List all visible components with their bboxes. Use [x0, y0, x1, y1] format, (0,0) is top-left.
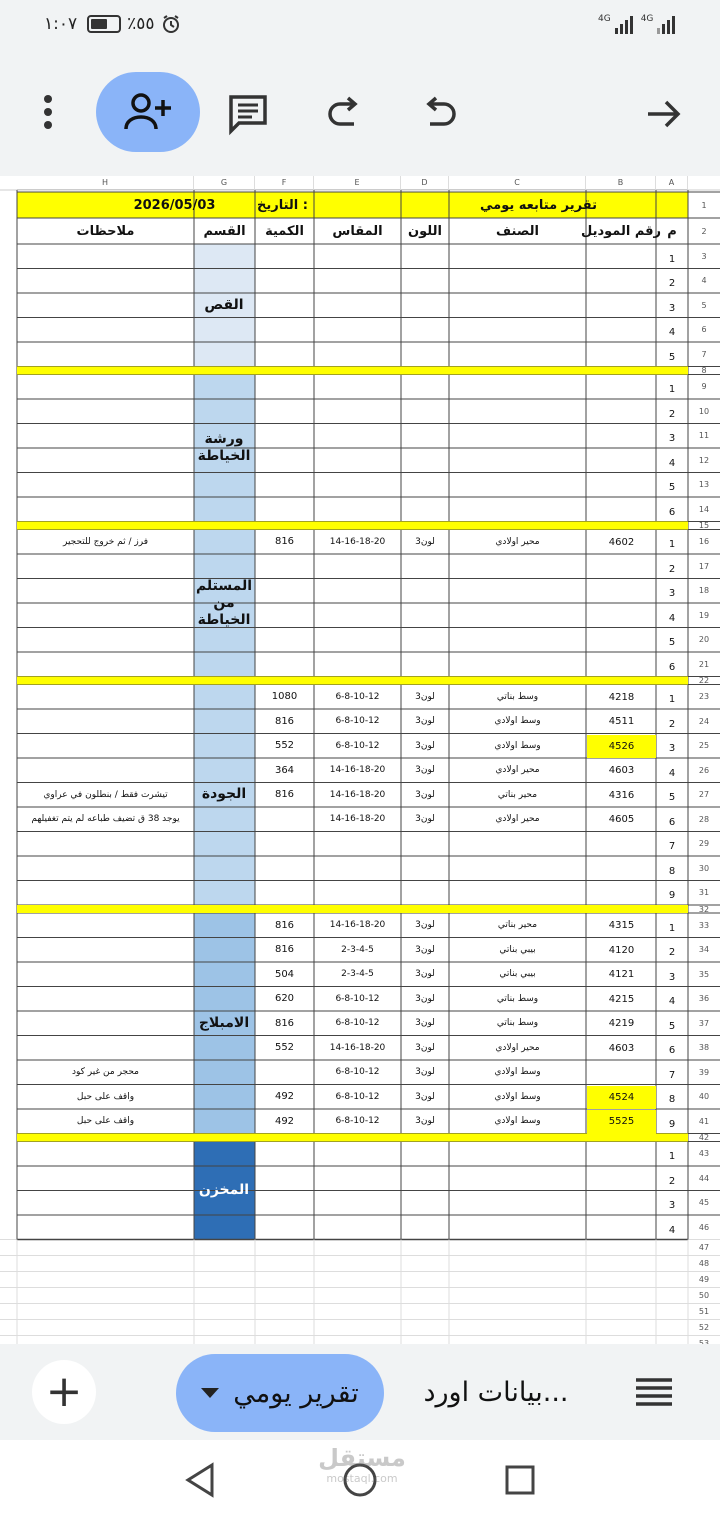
section-separator — [17, 677, 688, 685]
watermark — [314, 1444, 410, 1490]
cell-category[interactable]: وسط اولادي — [494, 716, 541, 727]
row-number[interactable]: 9 — [701, 382, 707, 392]
row-number[interactable]: 24 — [698, 716, 710, 726]
cell-sizes[interactable]: 14-16-18-20 — [329, 814, 386, 825]
cell-sizes[interactable]: 6-8-10-12 — [335, 716, 380, 727]
watermark-subtext: mostaql.com — [326, 1472, 398, 1485]
cell-m[interactable]: 5 — [668, 482, 676, 494]
column-header-a[interactable]: A — [656, 176, 688, 190]
redo-icon — [324, 96, 364, 132]
cell-m[interactable]: 4 — [668, 457, 676, 469]
cell-m[interactable]: 5 — [668, 351, 676, 363]
row-number[interactable]: 31 — [698, 888, 710, 898]
column-header-h[interactable]: H — [17, 176, 194, 190]
cell-category[interactable]: وسط اولادي — [494, 1116, 541, 1127]
cell-model[interactable]: 4605 — [608, 814, 635, 826]
row-number[interactable]: 47 — [698, 1243, 710, 1252]
cell-category[interactable]: وسط اولادي — [494, 740, 541, 751]
header-category[interactable]: الصنف — [496, 223, 539, 239]
header-color[interactable]: اللون — [408, 223, 442, 239]
row-number[interactable]: 23 — [698, 692, 710, 702]
sheet-tabs-bar — [0, 1344, 720, 1440]
cell-m[interactable]: 6 — [668, 506, 676, 518]
toolbar — [0, 52, 720, 176]
spreadsheet-grid[interactable] — [0, 176, 720, 1344]
row-number[interactable]: 43 — [698, 1149, 710, 1159]
cell-m[interactable]: 6 — [668, 661, 676, 673]
section-separator — [17, 905, 688, 913]
cell-category[interactable]: محير اولادي — [495, 814, 540, 825]
cell-m[interactable]: 3 — [668, 743, 676, 755]
cell-m[interactable]: 3 — [668, 1200, 676, 1212]
row-number[interactable]: 50 — [698, 1291, 710, 1300]
cell-category[interactable]: محير بناتي — [497, 920, 538, 931]
row-number[interactable]: 21 — [698, 659, 710, 669]
sheets-menu-button[interactable] — [632, 1372, 676, 1412]
row-number[interactable]: 36 — [698, 994, 710, 1004]
cell-category[interactable]: محير بناتي — [497, 789, 538, 800]
forward-arrow-icon — [644, 96, 684, 132]
dept-cell[interactable]: القص — [204, 296, 244, 313]
cell-color[interactable]: 3لون — [415, 993, 435, 1004]
header-sizes[interactable]: المقاس — [332, 223, 383, 239]
cell-sizes[interactable]: 14-16-18-20 — [329, 765, 386, 776]
cell-sizes[interactable]: 14-16-18-20 — [329, 1042, 386, 1053]
row-number[interactable]: 45 — [698, 1198, 710, 1208]
cell-model[interactable]: 4219 — [608, 1018, 635, 1030]
cell-model[interactable]: 4603 — [608, 1042, 635, 1054]
dropdown-triangle-icon — [201, 1388, 219, 1398]
row-number[interactable]: 11 — [698, 431, 710, 441]
cell-qty[interactable]: 504 — [274, 968, 295, 980]
cell-m[interactable]: 7 — [668, 1069, 676, 1081]
row-number[interactable]: 30 — [698, 863, 710, 873]
row-number[interactable]: 29 — [698, 839, 710, 849]
cell-m[interactable]: 5 — [668, 637, 676, 649]
cell-sizes[interactable]: 6-8-10-12 — [335, 1018, 380, 1029]
row-number[interactable]: 33 — [698, 920, 710, 930]
cell-model[interactable]: 4215 — [608, 993, 635, 1005]
cell-m[interactable]: 2 — [668, 563, 676, 575]
add-sheet-button[interactable] — [32, 1360, 96, 1424]
cell-notes[interactable]: واقف على حبل — [76, 1116, 135, 1127]
cell-category[interactable]: محير اولادي — [495, 765, 540, 776]
cell-color[interactable]: 3لون — [415, 920, 435, 931]
cell-m[interactable]: 9 — [668, 1118, 676, 1130]
comment-icon — [226, 92, 270, 136]
row-number[interactable]: 3 — [701, 251, 707, 261]
cell-model[interactable]: 4511 — [608, 716, 635, 728]
column-header-d[interactable]: D — [401, 176, 449, 190]
row-number[interactable]: 8 — [701, 366, 707, 375]
row-number[interactable]: 18 — [698, 586, 710, 596]
cell-m[interactable]: 2 — [668, 1175, 676, 1187]
row-number[interactable]: 20 — [698, 635, 710, 645]
cell-m[interactable]: 1 — [668, 539, 676, 551]
undo-button[interactable] — [418, 92, 462, 136]
cell-sizes[interactable]: 6-8-10-12 — [335, 1067, 380, 1078]
cell-m[interactable]: 8 — [668, 865, 676, 877]
tab-daily-report-label: تقرير يومي — [233, 1377, 359, 1409]
battery-icon — [87, 15, 121, 33]
cell-m[interactable]: 4 — [668, 327, 676, 339]
dept-cell[interactable]: المخزن — [198, 1182, 250, 1198]
row-number[interactable]: 42 — [698, 1133, 710, 1142]
row-number[interactable]: 6 — [701, 325, 707, 335]
cell-m[interactable]: 4 — [668, 1224, 676, 1236]
row-number[interactable]: 10 — [698, 406, 710, 416]
cell-sizes[interactable]: 2-3-4-5 — [341, 944, 374, 955]
row-number[interactable]: 44 — [698, 1173, 710, 1183]
cell-model[interactable]: 4316 — [608, 789, 635, 801]
cell-sizes[interactable]: 6-8-10-12 — [335, 1091, 380, 1102]
cell-category[interactable]: محير اولادي — [495, 536, 540, 547]
cell-color[interactable]: 3لون — [415, 716, 435, 727]
column-header-g[interactable]: G — [194, 176, 255, 190]
signal-icon-2 — [657, 14, 679, 34]
cell-sizes[interactable]: 6-8-10-12 — [335, 1116, 380, 1127]
cell-category[interactable]: وسط اولادي — [494, 1067, 541, 1078]
dept-cell[interactable]: ورشة الخياطة — [197, 431, 251, 464]
cell-m[interactable]: 5 — [668, 792, 676, 804]
row-number[interactable]: 15 — [698, 521, 710, 530]
row-number[interactable]: 38 — [698, 1043, 710, 1053]
cell-m[interactable]: 3 — [668, 433, 676, 445]
row-number[interactable]: 25 — [698, 741, 710, 751]
cell-notes[interactable]: يوجد 38 ق تضيف طباعه لم يتم تغفيلهم — [31, 814, 180, 825]
cell-qty[interactable]: 364 — [274, 764, 295, 776]
cell-color[interactable]: 3لون — [415, 740, 435, 751]
more-icon — [43, 94, 53, 130]
cell-m[interactable]: 4 — [668, 767, 676, 779]
cell-m[interactable]: 1 — [668, 1151, 676, 1163]
cell-qty[interactable]: 552 — [274, 740, 295, 752]
cell-m[interactable]: 1 — [668, 694, 676, 706]
row-number[interactable]: 34 — [698, 945, 710, 955]
plus-icon: + — [45, 1366, 83, 1417]
cell-m[interactable]: 9 — [668, 890, 676, 902]
header-qty[interactable]: الكمية — [265, 223, 304, 239]
comment-button[interactable] — [224, 92, 272, 136]
cell-sizes[interactable]: 2-3-4-5 — [341, 969, 374, 980]
row-number[interactable]: 48 — [698, 1259, 710, 1268]
status-right — [598, 14, 679, 34]
recents-nav-button[interactable] — [500, 1458, 540, 1502]
cell-color[interactable]: 3لون — [415, 765, 435, 776]
cell-model[interactable]: 4602 — [608, 536, 635, 548]
row-number[interactable]: 51 — [698, 1307, 710, 1316]
cell-qty[interactable]: 1080 — [271, 691, 298, 703]
cell-m[interactable]: 5 — [668, 1020, 676, 1032]
cell-category[interactable]: بيبي بناتي — [499, 944, 536, 955]
date-value[interactable]: 2026/05/03 — [133, 197, 216, 213]
battery-percent: ٪٥٥ — [127, 14, 155, 34]
cell-model[interactable]: 4603 — [608, 765, 635, 777]
cell-m[interactable]: 1 — [668, 253, 676, 265]
cell-m[interactable]: 3 — [668, 588, 676, 600]
network-label-2: 4G — [640, 14, 654, 24]
cell-model[interactable]: 4526 — [587, 735, 656, 759]
cell-m[interactable]: 4 — [668, 996, 676, 1008]
row-number[interactable]: 12 — [698, 455, 710, 465]
row-number[interactable]: 7 — [701, 349, 707, 359]
cell-model[interactable]: 4121 — [608, 969, 635, 981]
cell-m[interactable]: 6 — [668, 1045, 676, 1057]
cell-category[interactable]: وسط بناتي — [496, 1018, 539, 1029]
column-header-f[interactable]: F — [255, 176, 314, 190]
row-number[interactable]: 32 — [698, 904, 710, 914]
network-label-1: 4G — [598, 14, 611, 24]
section-separator — [17, 1134, 688, 1142]
cell-category[interactable]: وسط بناتي — [496, 691, 539, 702]
cell-qty[interactable]: 816 — [274, 1017, 295, 1029]
row-number[interactable]: 14 — [698, 504, 710, 514]
tab-order-data-label: بيانات اورد... — [423, 1376, 569, 1408]
cell-category[interactable]: وسط اولادي — [494, 1091, 541, 1102]
cell-color[interactable]: 3لون — [415, 1067, 435, 1078]
row-number[interactable]: 46 — [698, 1222, 710, 1232]
tab-daily-report[interactable] — [176, 1354, 384, 1432]
cell-color[interactable]: 3لون — [415, 1116, 435, 1127]
column-header-b[interactable]: B — [586, 176, 656, 190]
row-number[interactable]: 13 — [698, 480, 710, 490]
cell-m[interactable]: 8 — [668, 1094, 676, 1106]
row-number[interactable]: 40 — [698, 1092, 710, 1102]
cell-sizes[interactable]: 14-16-18-20 — [329, 536, 386, 547]
cell-category[interactable]: بيبي بناتي — [499, 969, 536, 980]
cell-m[interactable]: 3 — [668, 302, 676, 314]
back-nav-button[interactable] — [180, 1456, 220, 1504]
cell-color[interactable]: 3لون — [415, 1091, 435, 1102]
row-number[interactable]: 2 — [701, 226, 707, 236]
cell-color[interactable]: 3لون — [415, 944, 435, 955]
row-number[interactable]: 17 — [698, 561, 710, 571]
header-notes[interactable]: ملاحظات — [76, 223, 135, 239]
alarm-icon — [161, 14, 181, 34]
section-separator — [17, 522, 688, 530]
dept-cell[interactable]: الامبلاج — [198, 1014, 250, 1031]
cell-sizes[interactable]: 14-16-18-20 — [329, 920, 386, 931]
forward-button[interactable] — [640, 92, 688, 136]
cell-notes[interactable]: تيشرت فقط / بنطلون في عراوي — [43, 789, 168, 800]
cell-notes[interactable]: محجر من غير كود — [72, 1067, 139, 1078]
cell-category[interactable]: وسط بناتي — [496, 993, 539, 1004]
add-person-icon — [123, 92, 173, 132]
row-number[interactable]: 1 — [701, 200, 707, 210]
cell-m[interactable]: 1 — [668, 384, 676, 396]
cell-model[interactable]: 4120 — [608, 944, 635, 956]
column-header-e[interactable]: E — [314, 176, 401, 190]
cell-qty[interactable]: 620 — [274, 993, 295, 1005]
header-m[interactable]: م — [667, 223, 677, 239]
dept-cell[interactable]: المستلم من الخياطة — [195, 577, 253, 628]
cell-qty[interactable]: 816 — [274, 944, 295, 956]
recents-square-icon — [505, 1465, 535, 1495]
cell-color[interactable]: 3لون — [415, 1042, 435, 1053]
row-number[interactable]: 26 — [698, 765, 710, 775]
row-number[interactable]: 27 — [698, 790, 710, 800]
date-label[interactable]: التاريخ : — [257, 197, 308, 213]
system-nav-bar — [0, 1440, 720, 1520]
row-number[interactable]: 28 — [698, 814, 710, 824]
cell-notes[interactable]: واقف على حبل — [76, 1091, 135, 1102]
row-number[interactable]: 19 — [698, 610, 710, 620]
cell-m[interactable]: 4 — [668, 612, 676, 624]
cell-m[interactable]: 7 — [668, 841, 676, 853]
cell-category[interactable]: محير اولادي — [495, 1042, 540, 1053]
cell-m[interactable]: 6 — [668, 816, 676, 828]
row-number[interactable]: 52 — [698, 1323, 710, 1332]
cell-sizes[interactable]: 6-8-10-12 — [335, 740, 380, 751]
row-number[interactable]: 41 — [698, 1116, 710, 1126]
cell-m[interactable]: 2 — [668, 278, 676, 290]
row-number[interactable]: 5 — [701, 300, 707, 310]
cell-qty[interactable]: 492 — [274, 1091, 295, 1103]
list-menu-icon — [634, 1376, 674, 1408]
cell-model[interactable]: 4315 — [608, 920, 635, 932]
row-number[interactable]: 37 — [698, 1018, 710, 1028]
cell-m[interactable]: 2 — [668, 947, 676, 959]
watermark-text: مستقل — [318, 1444, 406, 1472]
cell-notes[interactable]: فرز / ثم خروج للتحجير — [62, 536, 148, 547]
cell-qty[interactable]: 816 — [274, 789, 295, 801]
row-number[interactable]: 49 — [698, 1275, 710, 1284]
cell-color[interactable]: 3لون — [415, 814, 435, 825]
row-number[interactable]: 22 — [698, 676, 710, 685]
cell-m[interactable]: 2 — [668, 718, 676, 730]
cell-qty[interactable]: 492 — [274, 1115, 295, 1127]
cell-qty[interactable]: 816 — [274, 536, 295, 548]
cell-qty[interactable]: 816 — [274, 715, 295, 727]
status-left — [44, 14, 181, 34]
cell-m[interactable]: 3 — [668, 971, 676, 983]
cell-model[interactable]: 4218 — [608, 691, 635, 703]
header-dept[interactable]: القسم — [203, 223, 246, 239]
header-model[interactable]: رقم الموديل — [580, 223, 662, 239]
back-triangle-icon — [184, 1462, 216, 1498]
status-bar — [0, 0, 720, 52]
cell-sizes[interactable]: 6-8-10-12 — [335, 993, 380, 1004]
cell-color[interactable]: 3لون — [415, 536, 435, 547]
cell-sizes[interactable]: 6-8-10-12 — [335, 691, 380, 702]
cell-qty[interactable]: 816 — [274, 919, 295, 931]
row-number[interactable]: 39 — [698, 1067, 710, 1077]
cell-color[interactable]: 3لون — [415, 789, 435, 800]
dept-cell[interactable]: الجودة — [201, 786, 247, 803]
cell-color[interactable]: 3لون — [415, 1018, 435, 1029]
row-number[interactable]: 35 — [698, 969, 710, 979]
clock: ١:٠٧ — [44, 14, 78, 34]
cell-color[interactable]: 3لون — [415, 969, 435, 980]
cell-m[interactable]: 2 — [668, 408, 676, 420]
cell-qty[interactable]: 552 — [274, 1042, 295, 1054]
tab-order-data[interactable] — [406, 1370, 586, 1414]
report-title[interactable]: تقرير متابعه يومي — [480, 197, 597, 213]
row-number[interactable]: 16 — [698, 537, 710, 547]
more-options-button[interactable] — [28, 92, 68, 132]
redo-button[interactable] — [322, 92, 366, 136]
share-button[interactable] — [96, 72, 200, 152]
undo-icon — [420, 96, 460, 132]
signal-icon — [615, 14, 637, 34]
column-header-c[interactable]: C — [449, 176, 586, 190]
cell-model[interactable]: 5525 — [587, 1110, 656, 1134]
cell-sizes[interactable]: 14-16-18-20 — [329, 789, 386, 800]
cell-m[interactable]: 1 — [668, 922, 676, 934]
cell-color[interactable]: 3لون — [415, 691, 435, 702]
row-number[interactable]: 4 — [701, 276, 707, 286]
cell-model[interactable]: 4524 — [587, 1086, 656, 1110]
section-separator — [17, 367, 688, 375]
